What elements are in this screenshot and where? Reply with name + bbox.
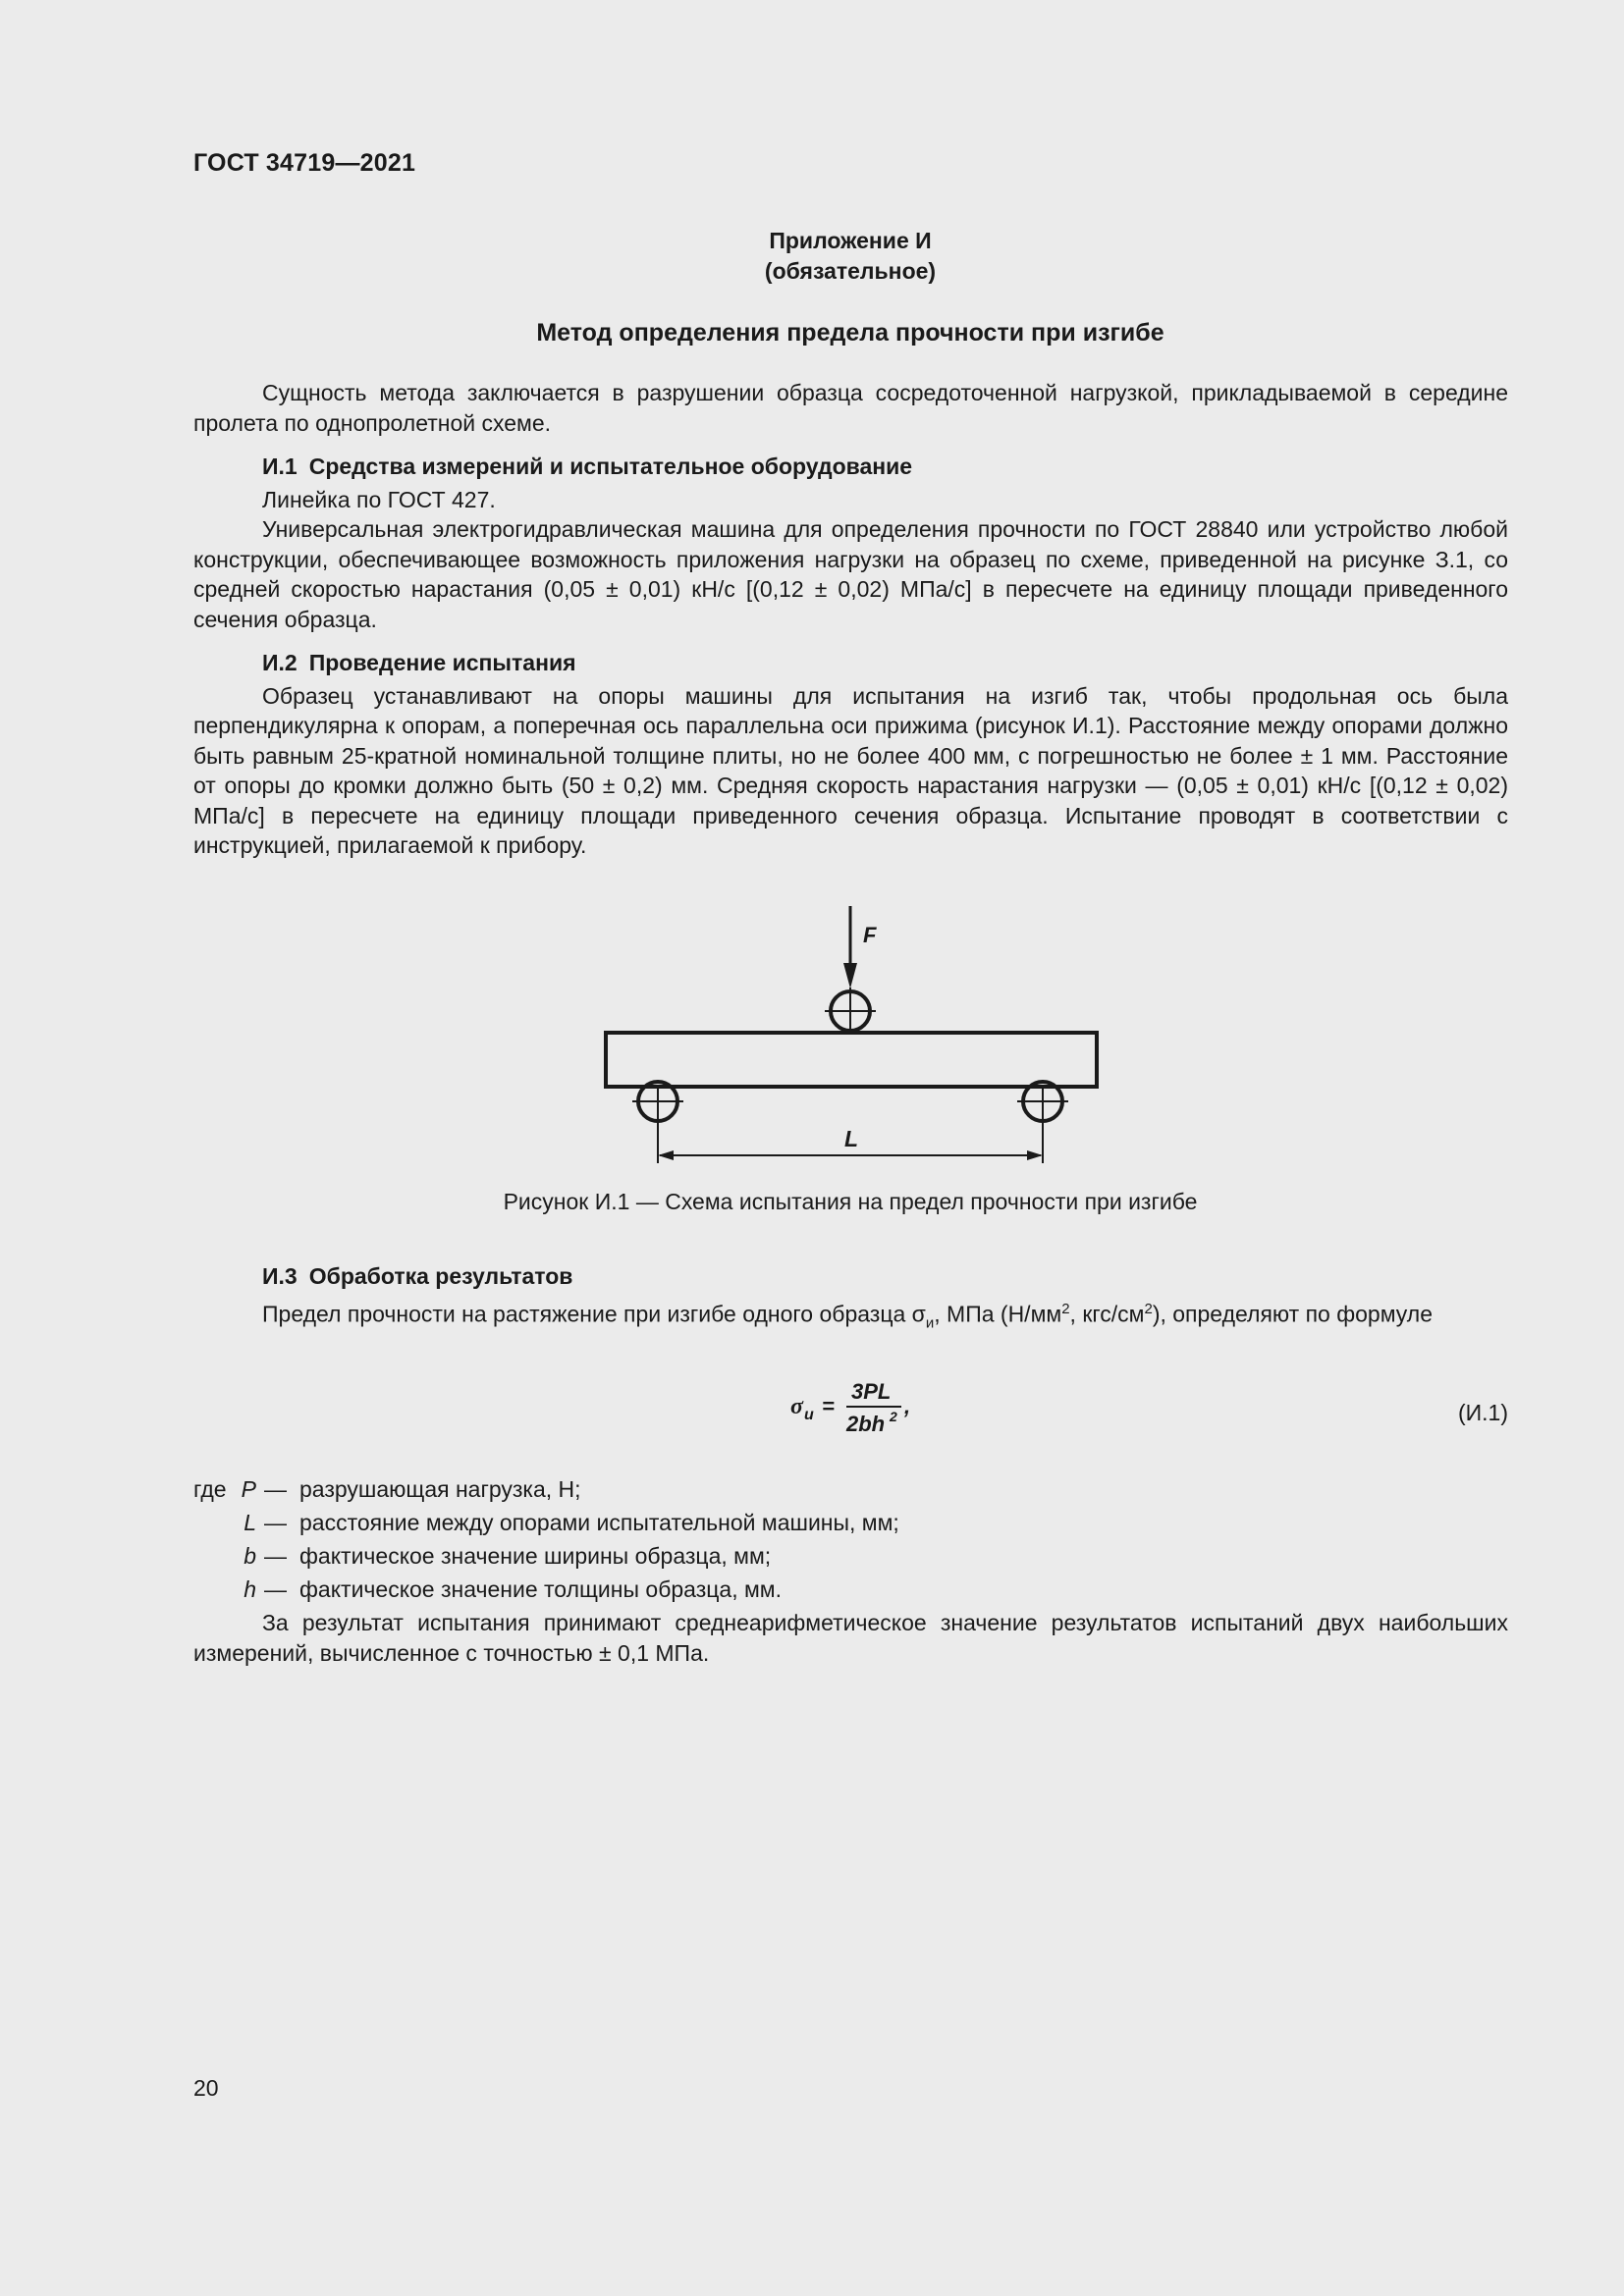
- section-2-paragraph-1: Образец устанавливают на опоры машины для испытания на изгиб так, чтобы продольная ось была перпендикулярна к опорам, а поперечная ось параллельна оси прижима (рисунок И.1). Расстояние между опорами должно быть равным 25-кратной номинальной толщине плиты, но не более 400 мм, с погрешностью не более ± 1 мм. Расстояние от опоры до кромки должно быть (50 ± 0,2) мм. Средняя скорость нарастания нагрузки — (0,05 ± 0,01) кН/с [(0,12 ± 0,02) МПа/с] в пересчете на единицу площади приведенного сечения образца. Испытание проводят в соответствии с инструкцией, прилагаемой к прибору.: [193, 682, 1508, 858]
- figure-caption: Рисунок И.1 — Схема испытания на предел прочности при изгибе: [503, 1189, 1198, 1214]
- section-1-heading: [262, 452, 1508, 482]
- specimen-beam: [606, 1033, 1097, 1087]
- document-header: ГОСТ 34719—2021: [193, 149, 416, 177]
- formula-numerator: 3PL: [851, 1379, 892, 1404]
- results-text: [193, 1261, 1508, 1338]
- definitions-list: [193, 1472, 1508, 1668]
- definition-row: b — фактическое значение ширины образца, мм;: [244, 1543, 772, 1569]
- force-arrow-head: [843, 963, 857, 988]
- section-1-paragraph-1: Линейка по ГОСТ 427.: [262, 486, 496, 512]
- formula-number: (И.1): [1457, 1400, 1508, 1425]
- formula: [785, 1374, 923, 1443]
- formula-denominator-power: 2: [890, 1409, 897, 1424]
- formula-equals: =: [822, 1394, 835, 1418]
- section-2-title: Проведение испытания: [308, 650, 576, 675]
- definition-row: h — фактическое значение толщины образца, мм.: [244, 1576, 782, 1602]
- formula-sigma: σ: [790, 1394, 803, 1419]
- appendix-subtitle: (обязательное): [764, 258, 937, 284]
- section-1-title: Средства измерений и испытательное оборудование: [308, 454, 913, 479]
- formula-sigma-sub: и: [804, 1407, 814, 1423]
- appendix-title: Приложение И: [769, 228, 932, 253]
- section-2-heading: [262, 648, 1508, 678]
- intro-paragraph: Сущность метода заключается в разрушении образца сосредоточенной нагрузкой, прикладываемой в середине пролета по однопролетной схеме.: [193, 380, 1508, 436]
- definition-row: где P — разрушающая нагрузка, Н;: [193, 1476, 581, 1502]
- formula-expression: [785, 1374, 923, 1443]
- section-3-title: Обработка результатов: [308, 1263, 573, 1289]
- appendix-heading: [0, 226, 1624, 287]
- force-label: F: [863, 923, 877, 947]
- main-text: [193, 378, 1508, 861]
- formula-comma: ,: [904, 1394, 911, 1418]
- section-1-number: И.1: [262, 454, 298, 479]
- bending-test-diagram: [589, 898, 1119, 1173]
- section-1-paragraph-2: Универсальная электрогидравлическая машина для определения прочности по ГОСТ 28840 или устройство любой конструкции, обеспечивающее возможность приложения нагрузки на образец по схеме, приведенной на рисунке З.1, со средней скоростью нарастания (0,05 ± 0,01) кН/с [(0,12 ± 0,02) МПа/с] в пересчете на единицу площади приведенного сечения образца.: [193, 516, 1508, 632]
- section-3-heading: [262, 1261, 1508, 1292]
- span-label: L: [844, 1126, 859, 1151]
- formula-denominator: 2bh: [846, 1412, 886, 1436]
- page-number: 20: [193, 2075, 219, 2101]
- section-3-paragraph-1: Предел прочности на растяжение при изгибе одного образца $\sigma_и$, МПа ($Н/мм^2$, кгс/$см^2$), определяют по формуле: [262, 1300, 1434, 1331]
- section-3-number: И.3: [262, 1263, 298, 1289]
- definition-row: L — расстояние между опорами испытательной машины, мм;: [244, 1510, 899, 1535]
- section-2-number: И.2: [262, 650, 298, 675]
- method-title: Метод определения предела прочности при изгибе: [536, 319, 1164, 347]
- conclusion-paragraph: За результат испытания принимают среднеарифметическое значение результатов испытаний двух наибольших измерений, вычисленное с точностью ± 0,1 МПа.: [193, 1610, 1508, 1666]
